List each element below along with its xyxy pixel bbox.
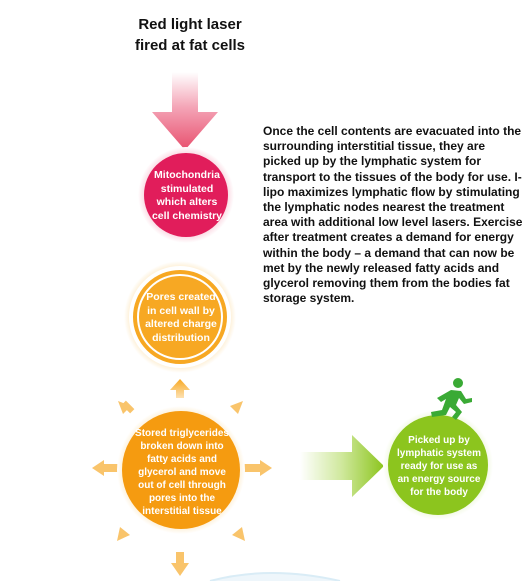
up-arrow — [170, 379, 190, 398]
laser-arrow — [152, 72, 218, 150]
mitochondria-label: Mitochondria stimulated which alters cell chemistry — [151, 169, 223, 222]
lymphatic-label: Picked up by lymphatic system ready for use as an energy source for the body — [397, 434, 481, 498]
pores-label: Pores created in cell wall by altered charge distribution — [145, 291, 217, 344]
description-paragraph: Once the cell contents are evacuated into the surrounding interstitial tissue, they are picked up by the lymphatic system for transport to the tissues of the body for use. I-lipo maximizes lymphatic flow by stimulating the lymphatic nodes nearest the treatment area with additional low level lasers. Exercise after treatment creates a demand for energy within the body – a demand that can now be met by the newly released fatty acids and glycerol removing them from the bodies fat storage system. — [263, 124, 523, 306]
bottom-arc — [210, 573, 340, 581]
triglycerides-label: Stored triglycerides broken down into fatty acids and glycerol and move out of cell through pores into the interstitial tissue — [135, 427, 229, 517]
green-arrow — [300, 435, 384, 497]
diagram-title: Red light laser fired at fat cells — [134, 16, 246, 54]
